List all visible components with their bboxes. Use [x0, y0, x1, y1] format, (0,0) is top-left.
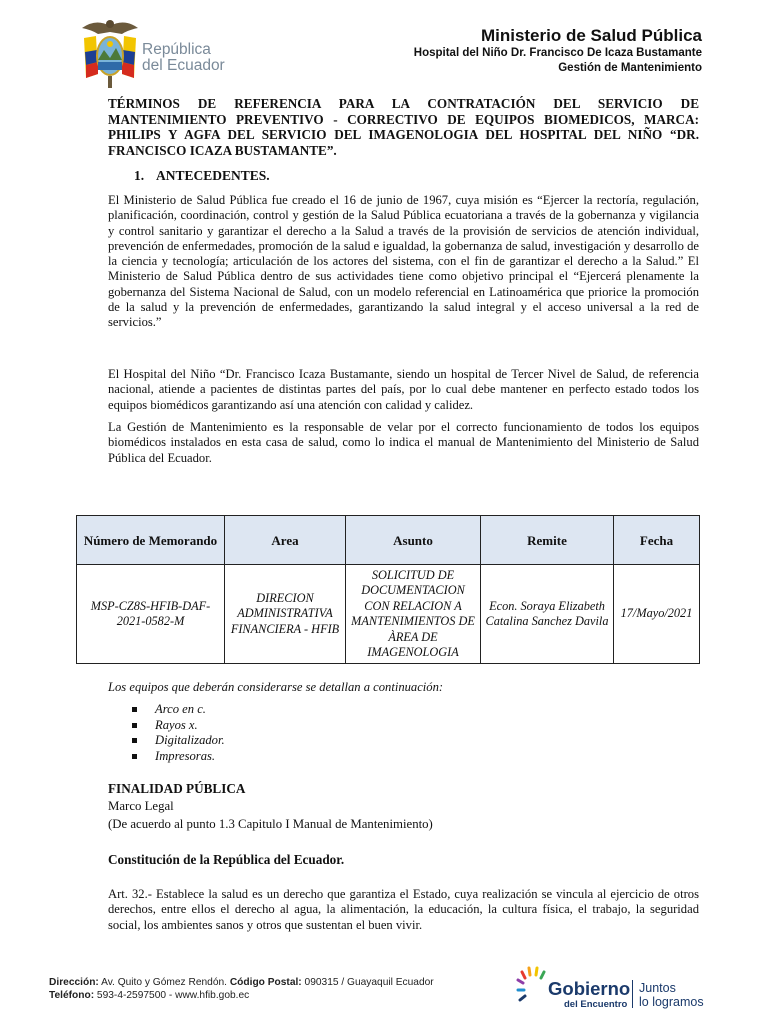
- phone-label: Teléfono:: [49, 990, 95, 1001]
- table-cell: MSP-CZ8S-HFIB-DAF-2021-0582-M: [77, 565, 225, 664]
- column-header: Area: [225, 516, 346, 565]
- footer-phone-line: [49, 989, 434, 1002]
- table-cell: DIRECION ADMINISTRATIVA FINANCIERA - HFIB: [225, 565, 346, 664]
- tagline-line-2: lo logramos: [639, 995, 704, 1009]
- phone-value: 593-4-2597500 - www.hfib.gob.ec: [94, 990, 250, 1001]
- logo-line-1: República: [142, 41, 211, 58]
- marco-legal-label: Marco Legal: [108, 799, 174, 813]
- document-title: TÉRMINOS DE REFERENCIA PARA LA CONTRATACIÓN DEL SERVICIO DE MANTENIMIENTO PREVENTIVO - CORRECTIVO DE EQUIPOS BIOMEDICOS, MARCA: PHILIPS Y AGFA DEL SERVICIO DEL IMAGENOLOGIA DEL HOSPITAL DEL NIÑO “DR. FRANCISCO ICAZA BUSTAMANTE”.: [108, 96, 699, 158]
- gobierno-divider: [632, 980, 633, 1008]
- footer-address-line: [49, 976, 434, 989]
- list-item-label: Arco en c.: [155, 702, 206, 716]
- logo-wordmark: [142, 42, 225, 74]
- paragraph-article-32: Art. 32.- Establece la salud es un derecho que garantiza el Estado, cuya realización se vincula al ejercicio de otros derechos, entre ellos el derecho al agua, la alimentación, la educación, la cultura física, el trabajo, la seguridad social, los ambientes sanos y otros que sustentan el buen vivir.: [108, 887, 699, 932]
- paragraph-hospital: El Hospital del Niño “Dr. Francisco Icaza Bustamante, siendo un hospital de Tercer Nivel de Salud, de referencia nacional, atiende a pacientes de distintas partes del país, por lo cual debe mantener en perfecto estado todos los equipos biomédicos garantizando así una atención con calidad y calidez.: [108, 367, 699, 412]
- constitucion-heading: Constitución de la República del Ecuador.: [108, 852, 345, 867]
- logo-line-2: del Ecuador: [142, 57, 225, 74]
- gobierno-tagline: [639, 981, 704, 1009]
- column-header: Asunto: [346, 516, 481, 565]
- postal-value: 090315 / Guayaquil Ecuador: [301, 977, 434, 988]
- list-item: [130, 733, 225, 749]
- paragraph-ministry-mission: El Ministerio de Salud Pública fue creado el 16 de junio de 1967, cuya misión es “Ejercer la rectoría, regulación, planificación, coordinación, control y gestión de la Salud Pública ecuatoriana a través de la gobernanza y vigilancia y control sanitario y garantizar el derecho a la Salud a través de la provisión de servicios de atención individual, prevención de enfermedades, promoción de la salud e igualdad, la gobernanza de salud, investigación y desarrollo de la ciencia y tecnología; articulación de los actores del sistema, con el fin de garantizar el derecho a la Salud.” El Ministerio de Salud Pública dentro de sus actividades tiene como objetivo principal el “Ejercerá plenamente la gobernanza del Sistema Nacional de Salud, con un modelo referencial en Latinoamérica que priorice la promoción de la salud y la prevención de enfermedades, garantizando la salud integral y el acceso universal a la red de servicios.”: [108, 193, 699, 330]
- list-item: [130, 702, 225, 718]
- paragraph-maintenance: La Gestión de Mantenimiento es la responsable de velar por el correcto funcionamiento de todos los equipos biomédicos instalados en esta casa de salud, como lo indica el manual de Mantenimiento del Ministerio de Salud Pública del Ecuador.: [108, 420, 699, 465]
- section-title: ANTECEDENTES.: [156, 168, 270, 183]
- bullet-square-icon: [132, 707, 137, 712]
- address-label: Dirección:: [49, 977, 99, 988]
- tagline-line-1: Juntos: [639, 981, 676, 995]
- finalidad-heading: FINALIDAD PÚBLICA: [108, 781, 246, 796]
- gobierno-subtitle: del Encuentro: [564, 999, 628, 1010]
- column-header: Remite: [481, 516, 614, 565]
- address-value: Av. Quito y Gómez Rendón.: [98, 977, 230, 988]
- column-header: Fecha: [614, 516, 700, 565]
- gobierno-wordmark: Gobierno: [548, 978, 631, 999]
- equipment-intro: Los equipos que deberán considerarse se detallan a continuación:: [108, 680, 444, 694]
- equipment-list: [130, 702, 225, 764]
- table-cell: SOLICITUD DE DOCUMENTACION CON RELACION A MANTENIMIENTOS DE ÀREA DE IMAGENOLOGIA: [346, 565, 481, 664]
- ministry-name: Ministerio de Salud Pública: [480, 26, 702, 45]
- list-item: [130, 749, 225, 765]
- gobierno-del-encuentro-logo: [514, 962, 714, 1012]
- section-heading-antecedentes: [134, 168, 270, 184]
- bullet-square-icon: [132, 738, 137, 743]
- table-cell: 17/Mayo/2021: [614, 565, 700, 664]
- list-item-label: Rayos x.: [155, 717, 198, 732]
- footer-contact: [49, 976, 434, 1002]
- table-row: [77, 565, 700, 664]
- list-item-label: Impresoras.: [155, 748, 216, 763]
- postal-label: Código Postal:: [229, 977, 302, 988]
- table-header-row: [77, 516, 700, 565]
- coat-of-arms-icon: [78, 16, 142, 92]
- section-number: 1.: [134, 168, 145, 183]
- table-cell: Econ. Soraya Elizabeth Catalina Sanchez Davila: [481, 565, 614, 664]
- marco-legal-note: (De acuerdo al punto 1.3 Capitulo I Manual de Mantenimiento): [108, 817, 433, 831]
- column-header: Número de Memorando: [77, 516, 225, 565]
- hospital-name: Hospital del Niño Dr. Francisco De Icaza Bustamante: [413, 47, 702, 59]
- department-name: Gestión de Mantenimiento: [558, 62, 702, 74]
- list-item: [130, 718, 225, 734]
- bullet-square-icon: [132, 723, 137, 728]
- list-item-label: Digitalizador.: [155, 733, 225, 747]
- republica-ecuador-logo: [78, 16, 238, 92]
- memo-table: [76, 515, 700, 664]
- header-institution: [414, 26, 702, 76]
- bullet-square-icon: [132, 754, 137, 759]
